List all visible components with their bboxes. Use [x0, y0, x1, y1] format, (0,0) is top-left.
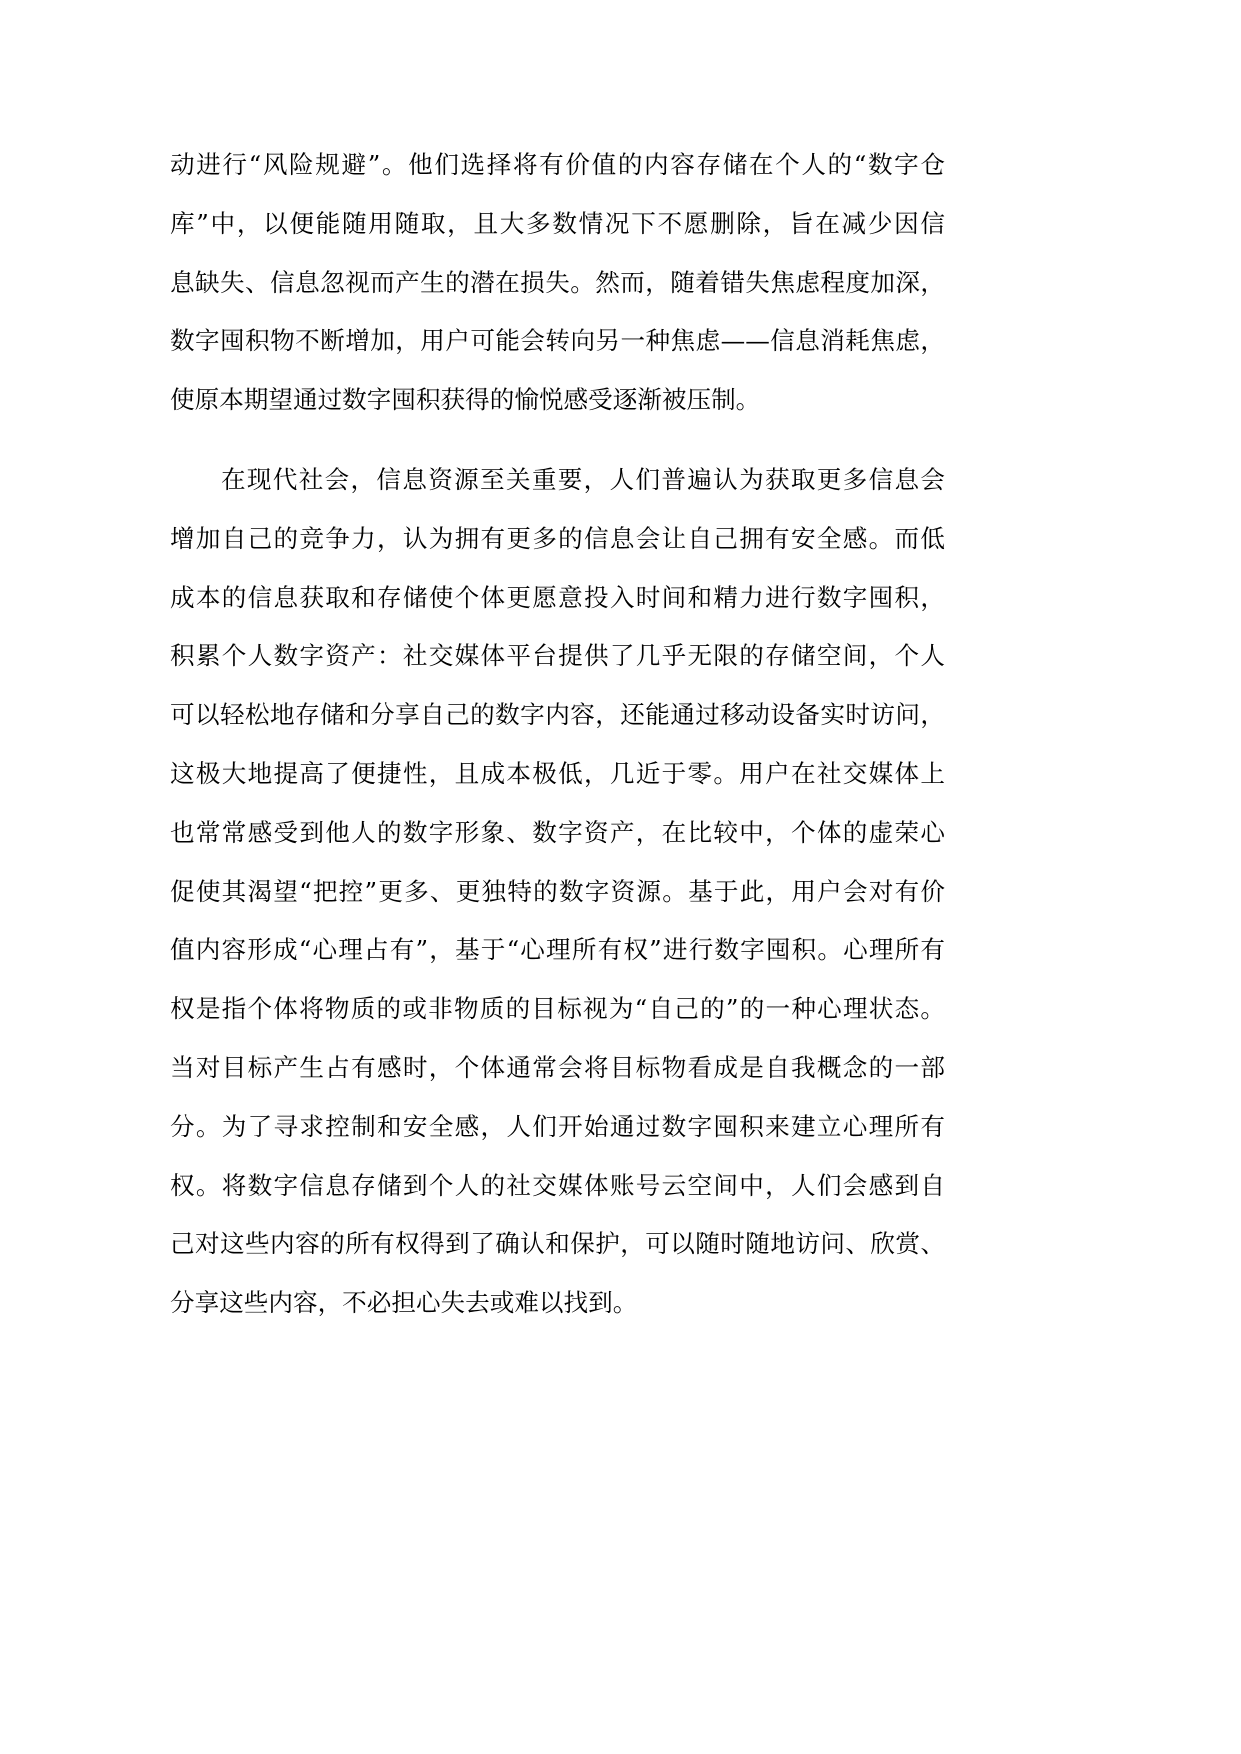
text-line: 增加自己的竞争力，认为拥有更多的信息会让自己拥有安全感。而低	[170, 523, 945, 553]
text-line: 数字囤积物不断增加，用户可能会转向另一种焦虑——信息消耗焦虑，	[170, 326, 945, 356]
text-line: 分。为了寻求控制和安全感，人们开始通过数字囤积来建立心理所有	[170, 1111, 945, 1141]
text-line: 库”中，以便能随用随取，且大多数情况下不愿删除，旨在减少因信	[170, 208, 945, 238]
paragraph	[170, 451, 945, 1333]
text-line: 在现代社会，信息资源至关重要，人们普遍认为获取更多信息会	[221, 465, 945, 494]
text-line: 也常常感受到他人的数字形象、数字资产，在比较中，个体的虚荣心	[170, 817, 945, 847]
text-line: 促使其渴望“把控”更多、更独特的数字资源。基于此，用户会对有价	[170, 876, 945, 906]
text-line: 值内容形成“心理占有”，基于“心理所有权”进行数字囤积。心理所有	[170, 935, 945, 965]
text-line: 使原本期望通过数字囤积获得的愉悦感受逐渐被压制。	[170, 385, 761, 415]
paragraph	[170, 136, 945, 430]
text-line: 当对目标产生占有感时，个体通常会将目标物看成是自我概念的一部	[170, 1052, 945, 1082]
text-line: 分享这些内容，不必担心失去或难以找到。	[170, 1288, 638, 1318]
text-line: 积累个人数字资产：社交媒体平台提供了几乎无限的存储空间，个人	[170, 641, 945, 671]
text-line: 这极大地提高了便捷性，且成本极低，几近于零。用户在社交媒体上	[170, 758, 945, 788]
text-line: 动进行“风险规避”。他们选择将有价值的内容存储在个人的“数字仓	[170, 150, 945, 179]
text-line: 成本的信息获取和存储使个体更愿意投入时间和精力进行数字囤积，	[170, 582, 945, 612]
text-line: 息缺失、信息忽视而产生的潜在损失。然而，随着错失焦虑程度加深，	[170, 267, 945, 297]
text-line: 权。将数字信息存储到个人的社交媒体账号云空间中，人们会感到自	[170, 1170, 945, 1200]
text-line: 己对这些内容的所有权得到了确认和保护，可以随时随地访问、欣赏、	[170, 1229, 945, 1259]
text-line: 权是指个体将物质的或非物质的目标视为“自己的”的一种心理状态。	[170, 994, 945, 1024]
text-line: 可以轻松地存储和分享自己的数字内容，还能通过移动设备实时访问，	[170, 700, 945, 730]
